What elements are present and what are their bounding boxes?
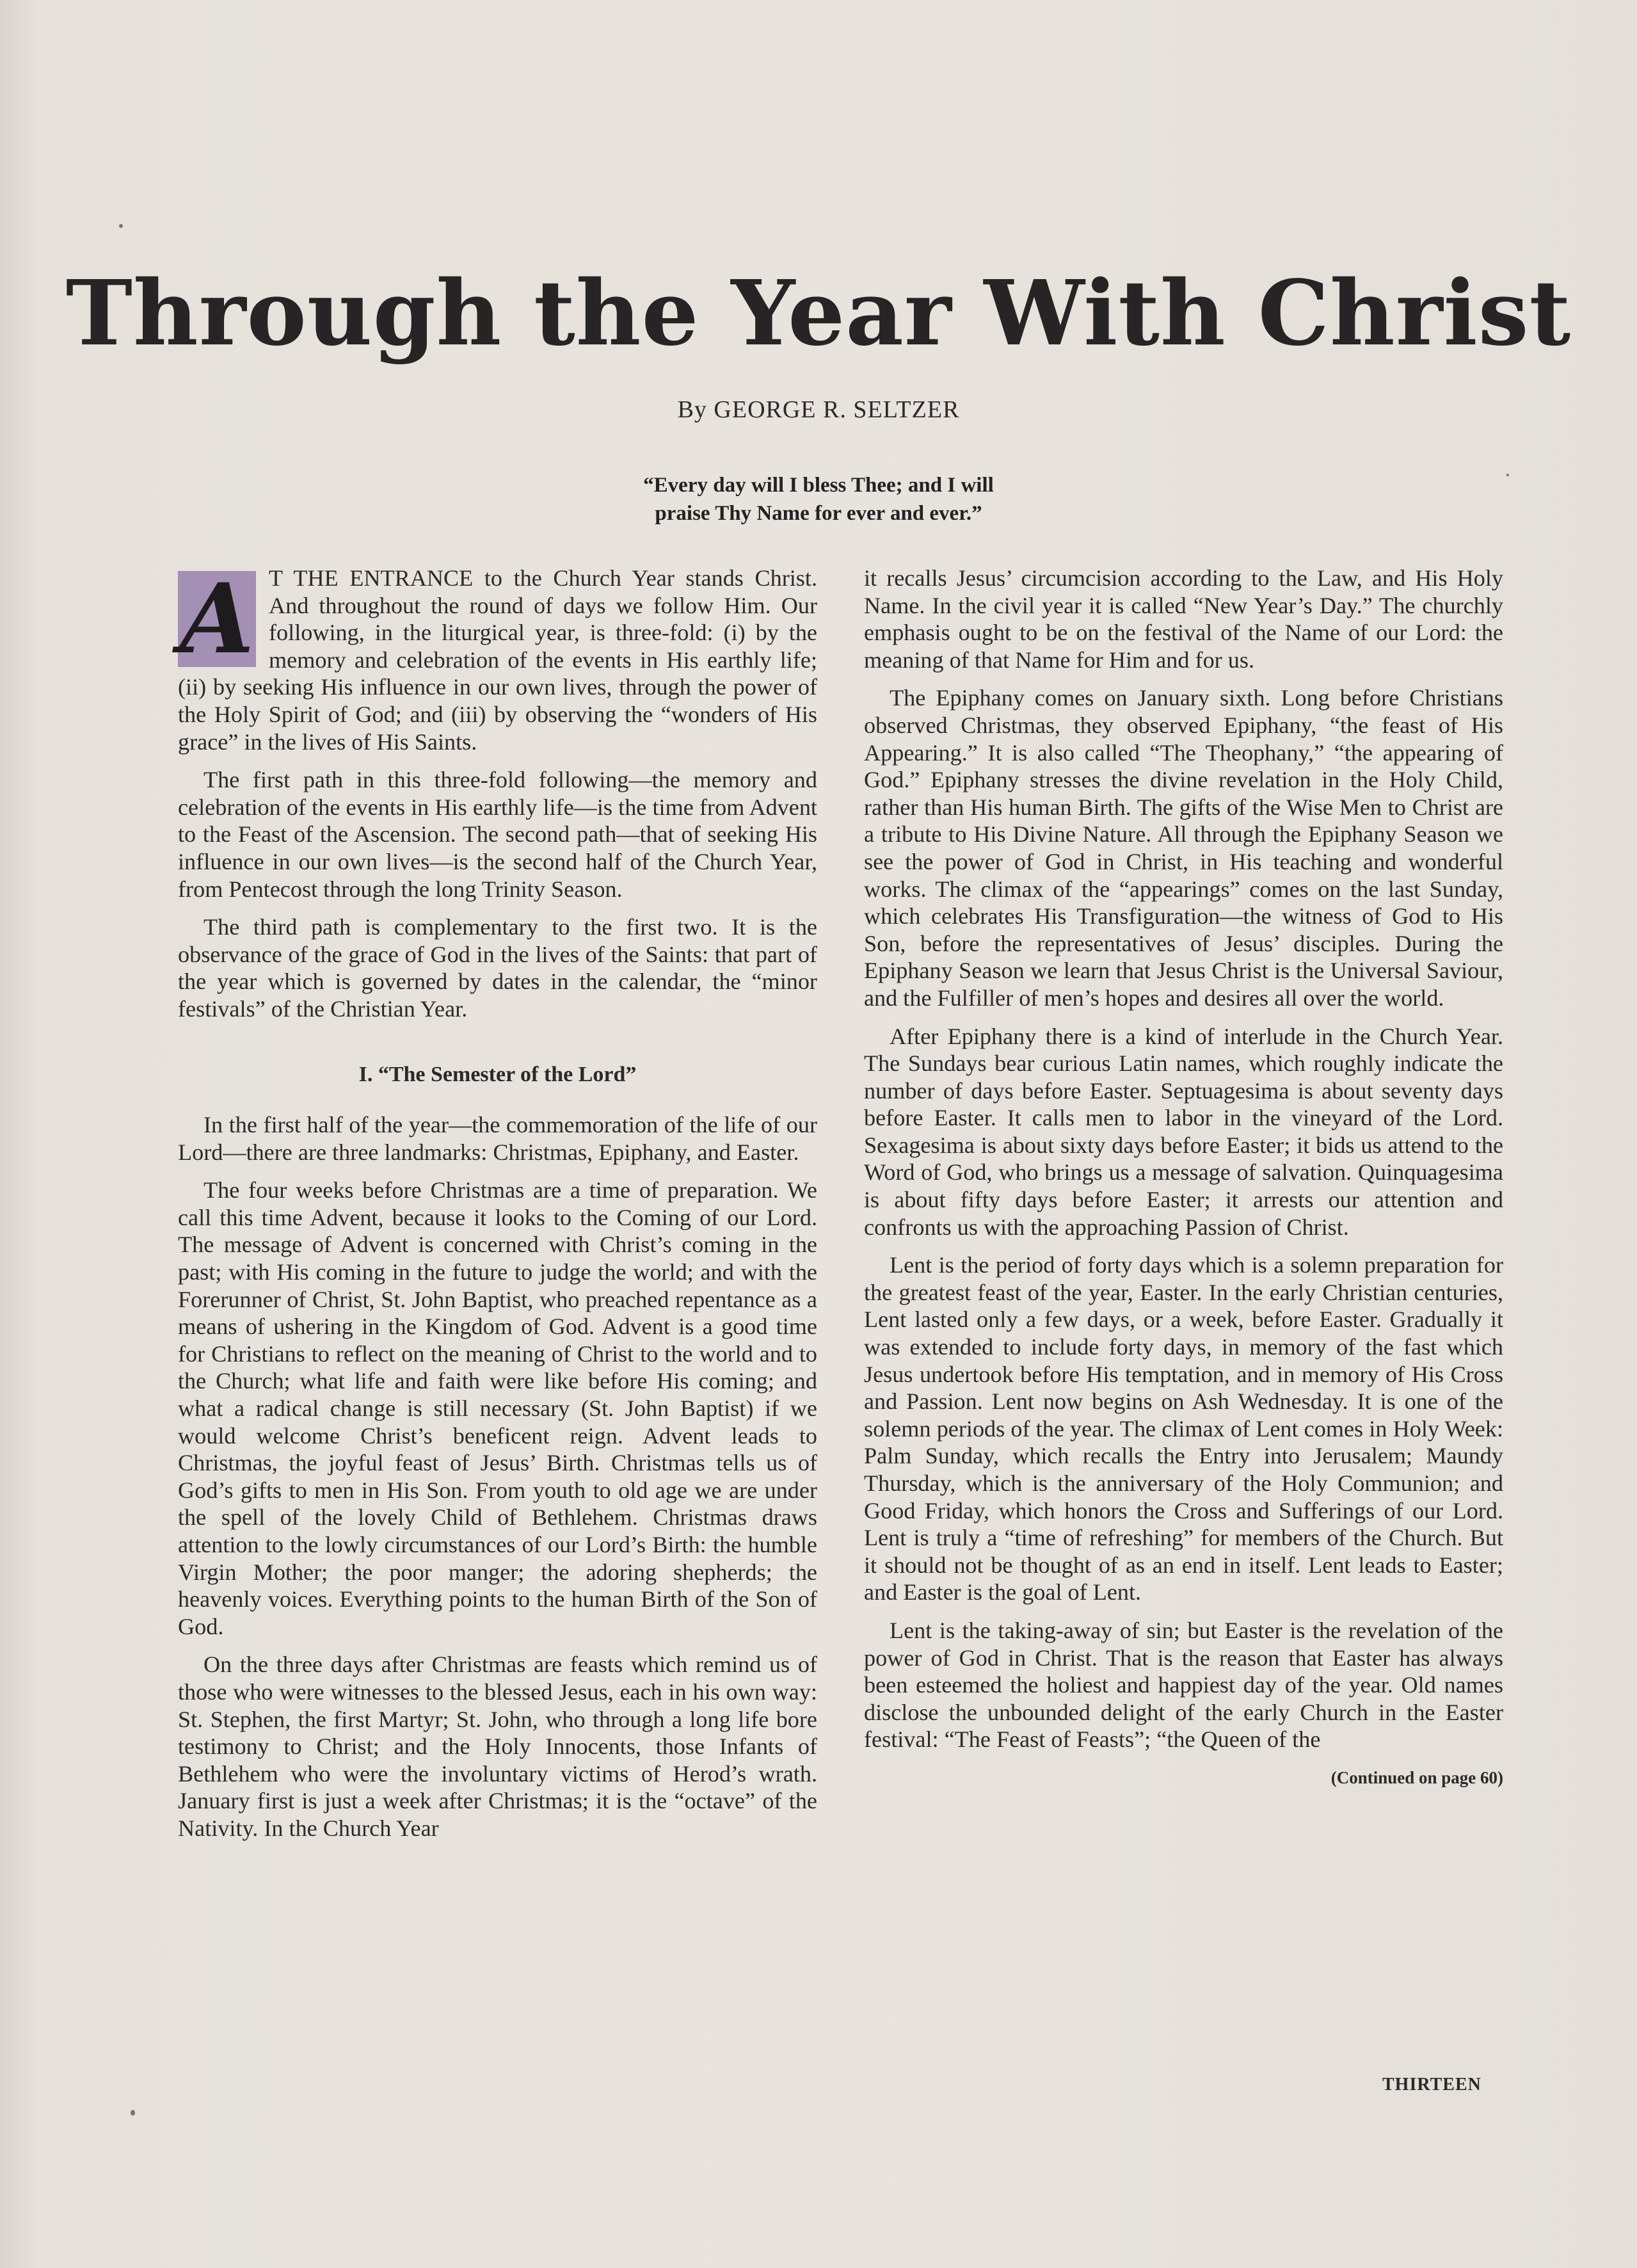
paragraph: In the first half of the year—the commemoration of the life of our Lord—there are three landmarks: Christmas, Epiphany, and Easter. — [178, 1112, 817, 1165]
drop-cap-letter: A — [179, 563, 255, 675]
paragraph: The first path in this three-fold following—the memory and celebration of the events in His earthly life—is the time from Advent to the Feast of the Ascension. The second path—that of seeking His influence in our own lives—is the second half of the Church Year, from Pentecost through the long Trinity Season. — [178, 767, 817, 902]
left-column — [178, 565, 817, 1853]
drop-cap-ornament — [178, 563, 256, 675]
section-heading: I. “The Semester of the Lord” — [358, 1062, 637, 1086]
continued-note: (Continued on page 60) — [1330, 1767, 1503, 1787]
paper-speck — [131, 2110, 135, 2116]
page-folio: THIRTEEN — [1382, 2075, 1481, 2095]
epigraph — [0, 471, 1637, 527]
epigraph-line-2: praise Thy Name for ever and ever.” — [655, 502, 982, 525]
paragraph: Lent is the taking-away of sin; but Easter is the revelation of the power of God in Christ. That is the reason that Easter has always been esteemed the holiest and happiest day of the year. Old names disclose the unbounded delight of the early Church in the Easter festival: “The Feast of Feasts”; “the Queen of the — [864, 1617, 1503, 1753]
paragraph: The Epiphany comes on January sixth. Long before Christians observed Christmas, they observed Epiphany, “the feast of His Appearing.” It is also called “The Theophany,” “the appearing of God.” Epiphany stresses the divine revelation in the Holy Child, rather than His human Birth. The gifts of the Wise Men to Christ are a tribute to His Divine Nature. All through the Epiphany Season we see the power of God in Christ, in His teaching and wonderful works. The climax of the “appearings” comes on the last Sunday, which celebrates His Transfiguration—the witness of God to His Son, before the representatives of Jesus’ disciples. During the Epiphany Season we learn that Jesus Christ is the Universal Saviour, and the Fulfiller of men’s hopes and desires all over the world. — [864, 685, 1503, 1011]
paragraph: Lent is the period of forty days which is a solemn preparation for the greatest feast of the year, Easter. In the early Christian centuries, Lent lasted only a few days, or a week, before Easter. Gradually it was extended to include forty days, in memory of the fast which Jesus undertook before His temptation, and in memory of His Cross and Passion. Lent now begins on Ash Wednesday. It is one of the solemn periods of the year. The climax of Lent comes in Holy Week: Palm Sunday, which recalls the Entry into Jerusalem; Maundy Thursday, which is the anniversary of the Holy Communion; and Good Friday, which honors the Cross and Sufferings of our Lord. Lent is truly a “time of refreshing” for members of the Church. But it should not be thought of as an end in itself. Lent leads to Easter; and Easter is the goal of Lent. — [864, 1252, 1503, 1605]
byline: By GEORGE R. SELTZER — [677, 396, 960, 423]
paragraph: The third path is complementary to the first two. It is the observance of the grace of God in the lives of the Saints: that part of the year which is governed by dates in the calendar, the “minor festivals” of the Christian Year. — [178, 914, 817, 1022]
paragraph: T THE ENTRANCE to the Church Year stands Christ. And throughout the round of days we follow Him. Our following, in the liturgical year, is three-fold: (i) by the memory and celebration of the events in His earthly life; (ii) by seeking His influence in our own lives, through the power of the Holy Spirit of God; and (iii) by observing the “wonders of His grace” in the lives of His Saints. — [178, 565, 817, 755]
paper-speck — [1506, 474, 1509, 476]
paragraph: it recalls Jesus’ circumcision according to the Law, and His Holy Name. In the civil year it is called “New Year’s Day.” The churchly emphasis ought to be on the festival of the Name of our Lord: the meaning of that Name for Him and for us. — [864, 565, 1503, 673]
paragraph: On the three days after Christmas are feasts which remind us of those who were witnesses to the blessed Jesus, each in his own way: St. Stephen, the first Martyr; St. John, who through a long life bore testimony to Christ; and the Holy Innocents, those Infants of Bethlehem who were the involuntary victims of Herod’s wrath. January first is just a week after Christmas; it is the “octave” of the Nativity. In the Church Year — [178, 1652, 817, 1841]
epigraph-line-1: “Every day will I bless Thee; and I will — [643, 474, 994, 497]
article-title: Through the Year With Christ — [65, 261, 1572, 366]
right-column — [864, 565, 1503, 1792]
paragraph: After Epiphany there is a kind of interlude in the Church Year. The Sundays bear curious Latin names, which roughly indicate the number of days before Easter. Septuagesima is about seventy days before Easter. It calls men to labor in the vineyard of the Lord. Sexagesima is about sixty days before Easter; it bids us attend to the Word of God, who brings us a message of salvation. Quinquagesima is about fifty days before Easter; it arrests our attention and confronts us with the approaching Passion of Christ. — [864, 1023, 1503, 1240]
paper-speck — [119, 224, 123, 228]
paragraph: The four weeks before Christmas are a time of preparation. We call this time Advent, because it looks to the Coming of our Lord. The message of Advent is concerned with Christ’s coming in the past; with His coming in the future to judge the world; and with the Forerunner of Christ, St. John Baptist, who preached repentance as a means of ushering in the Kingdom of God. Advent is a good time for Christians to reflect on the meaning of Christ to the world and to the Church; what life and faith were like before His coming; and what a radical change is still necessary (St. John Baptist) if we would welcome Christ’s beneficent reign. Advent leads to Christmas, the joyful feast of Jesus’ Birth. Christmas tells us of God’s gifts to men in His Son. From youth to old age we are under the spell of the lovely Child of Bethlehem. Christmas draws attention to the lowly circumstances of our Lord’s Birth: the humble Virgin Mother; the poor manger; the adoring shepherds; the heavenly voices. Everything points to the human Birth of the Son of God. — [178, 1177, 817, 1639]
